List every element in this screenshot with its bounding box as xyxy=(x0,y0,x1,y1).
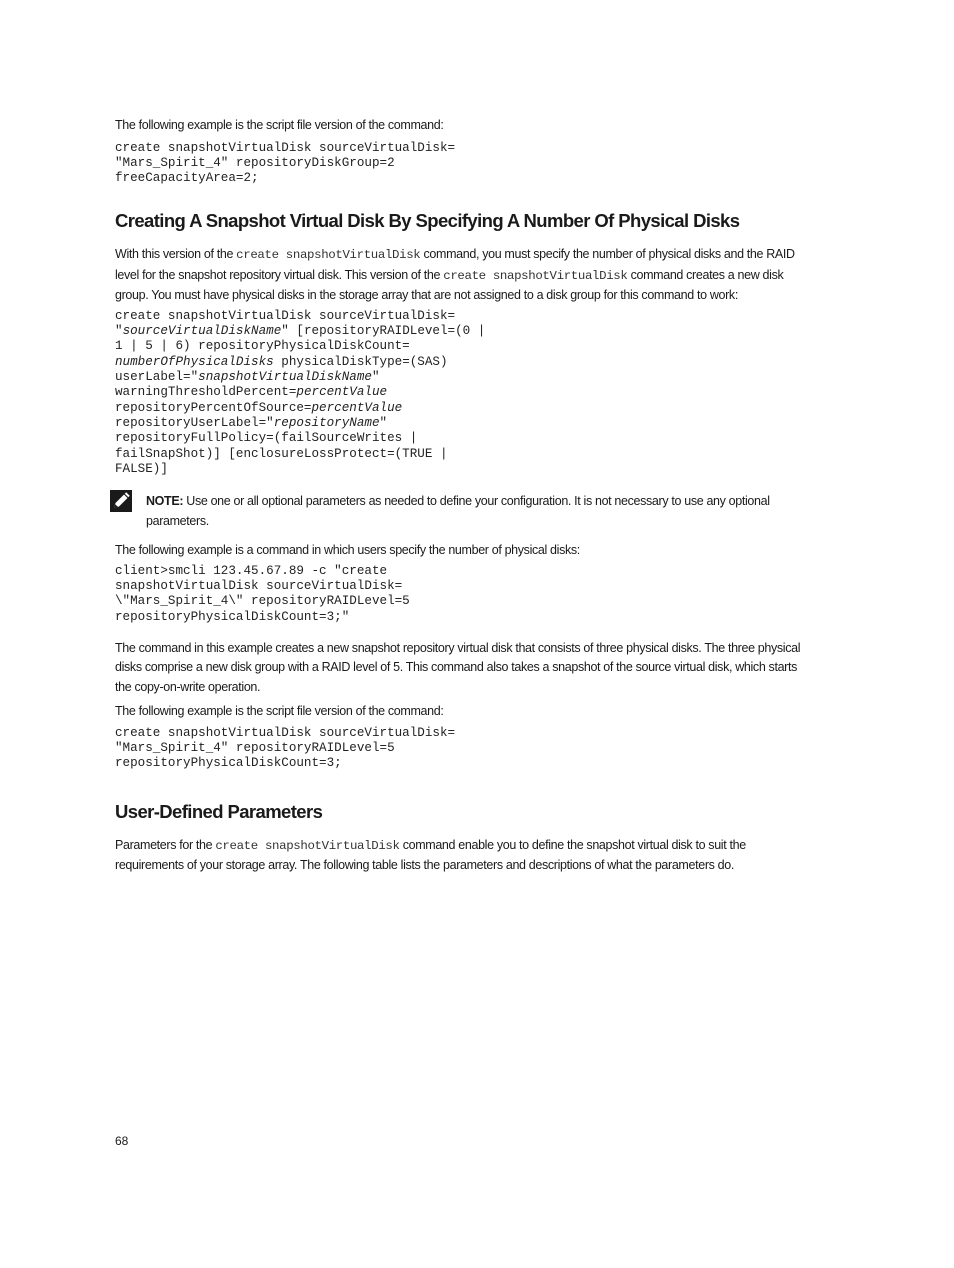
inline-code: create snapshotVirtualDisk xyxy=(443,268,628,283)
section1-paragraph: With this version of the create snapshotVirtualDisk command, you must specify the number of physical disks and the RAID level for the snapshot repository virtual disk. This version of the create snapshotVirtualDisk command creates a new disk group. You must have physical disks in the storage array that are not assigned to a disk group for this command to work: xyxy=(115,247,795,303)
script-example-block: create snapshotVirtualDisk sourceVirtualDisk= "Mars_Spirit_4" repositoryRAIDLevel=5 repositoryPhysicalDiskCount=3; xyxy=(115,725,456,771)
example-explanation: The command in this example creates a new snapshot repository virtual disk that consists of three physical disks. The three physical disks comprise a new disk group with a RAID level of 5. This command also takes a snapshot of the source virtual disk, which starts the copy-on-write operation. xyxy=(115,640,801,694)
code-example-script: create snapshotVirtualDisk sourceVirtualDisk= "Mars_Spirit_4" repositoryDiskGroup=2 freeCapacityArea=2; xyxy=(115,140,456,186)
note-label: NOTE: xyxy=(146,494,184,509)
section2-paragraph: Parameters for the create snapshotVirtualDisk command enable you to define the snapshot virtual disk to suit the requirements of your storage array. The following table lists the parameters and descriptions of what the parameters do. xyxy=(115,837,746,873)
example-intro: The following example is a command in which users specify the number of physical disks: xyxy=(115,543,580,558)
section-heading-user-defined-parameters: User-Defined Parameters xyxy=(115,800,323,822)
inline-code: create snapshotVirtualDisk xyxy=(215,838,400,853)
page-number: 68 xyxy=(115,1134,129,1148)
note-text: NOTE: Use one or all optional parameters as needed to define your configuration. It is not necessary to use any optional parameters. xyxy=(146,494,770,528)
note-callout xyxy=(115,492,815,531)
pencil-note-icon xyxy=(110,490,132,512)
cli-example-block: client>smcli 123.45.67.89 -c "create snapshotVirtualDisk sourceVirtualDisk= \"Mars_Spirit_4\" repositoryRAIDLevel=5 repositoryPhysicalDiskCount=3;" xyxy=(115,563,410,624)
inline-code: create snapshotVirtualDisk xyxy=(236,248,421,263)
script-intro: The following example is the script file version of the command: xyxy=(115,704,444,719)
section-heading-physical-disks: Creating A Snapshot Virtual Disk By Specifying A Number Of Physical Disks xyxy=(115,210,740,232)
page-content xyxy=(115,116,815,876)
intro-text: The following example is the script file version of the command: xyxy=(115,118,444,132)
syntax-block: create snapshotVirtualDisk sourceVirtualDisk= "sourceVirtualDiskName" [repositoryRAIDLevel=(0 | 1 | 5 | 6) repositoryPhysicalDiskCount= numberOfPhysicalDisks physicalDiskType=(SAS) userLabel="snapshotVirtualDiskName" warningThresholdPercent=percentValue repositoryPercentOfSource=percentValue repositoryUserLabel="repositoryName" repositoryFullPolicy=(failSourceWrites | failSnapShot)] [enclosureLossProtect=(TRUE | FALSE)] xyxy=(115,308,486,476)
